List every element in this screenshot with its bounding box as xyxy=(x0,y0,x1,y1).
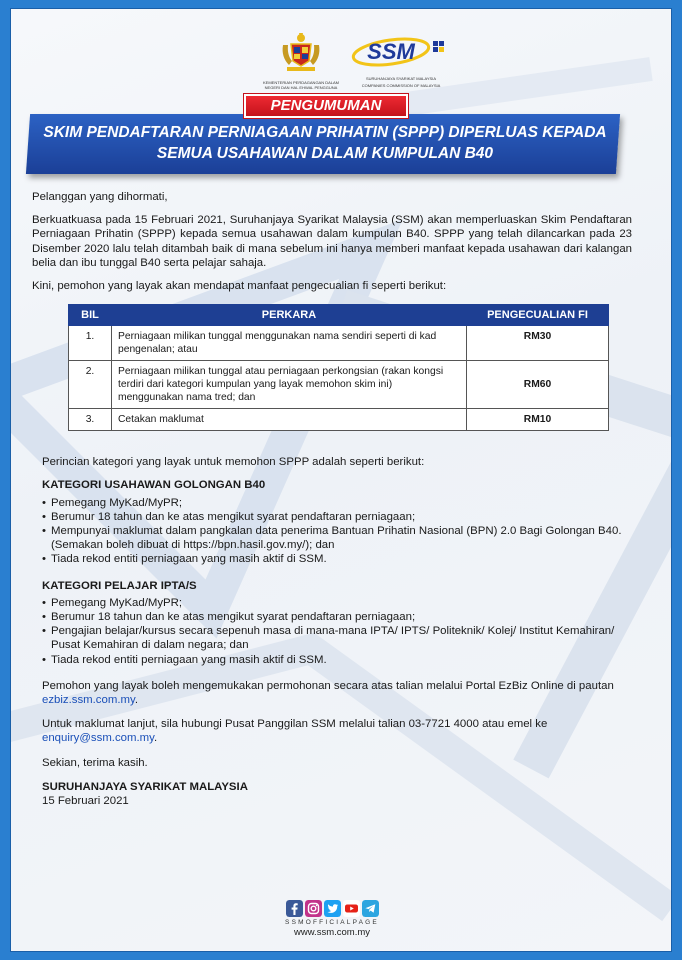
contact-end: . xyxy=(154,732,158,745)
header-bil: BIL xyxy=(69,305,112,326)
facebook-icon[interactable] xyxy=(286,900,303,917)
title-line-2: SEMUA USAHAWAN DALAM KUMPULAN B40 xyxy=(156,145,494,162)
cell-fi: RM60 xyxy=(467,361,609,409)
social-handle: SSMOFFICIALPAGE xyxy=(285,919,379,926)
signatory: SURUHANJAYA SYARIKAT MALAYSIA xyxy=(42,780,248,793)
cell-fi: RM30 xyxy=(467,326,609,361)
list-item: • Berumur 18 tahun dan ke atas mengikut syarat pendaftaran perniagaan; xyxy=(42,610,632,624)
cell-bil: 1. xyxy=(69,326,112,361)
coat-of-arms-icon xyxy=(279,31,323,73)
cell-bil: 3. xyxy=(69,409,112,431)
telegram-icon[interactable] xyxy=(362,900,379,917)
table-header-row xyxy=(69,305,609,326)
thanks: Sekian, terima kasih. xyxy=(42,756,148,769)
list-item: • Tiada rekod entiti perniagaan yang masih aktif di SSM. xyxy=(42,653,632,667)
list-item: • Mempunyai maklumat dalam pangkalan data penerima Bantuan Prihatin Nasional (BPN) 2.0 Bagi Golongan B40. (Semakan boleh dibuat di https://bpn.hasil.gov.my/); dan xyxy=(42,524,632,552)
cell-perkara: Perniagaan milikan tunggal menggunakan nama sendiri seperti di kad pengenalan; atau xyxy=(112,326,467,361)
twitter-icon[interactable] xyxy=(324,900,341,917)
ssm-logo xyxy=(351,35,451,88)
website-link[interactable]: www.ssm.com.my xyxy=(294,927,370,938)
ssm-name: SURUHANJAYA SYARIKAT MALAYSIA xyxy=(365,76,437,81)
categories-intro: Perincian kategori yang layak untuk memohon SPPP adalah seperti berikut: xyxy=(42,456,425,469)
ipta-criteria-list xyxy=(42,596,632,667)
social-footer xyxy=(282,900,382,938)
table-row xyxy=(69,409,609,431)
table-row xyxy=(69,361,609,409)
contact-paragraph xyxy=(42,717,632,745)
announcement-tag: PENGUMUMAN xyxy=(244,94,408,118)
ipta-heading: KATEGORI PELAJAR IPTA/S xyxy=(42,579,197,592)
page-title xyxy=(40,122,610,164)
fee-exemption-table xyxy=(68,304,609,431)
table-row xyxy=(69,326,609,361)
youtube-icon[interactable] xyxy=(343,900,360,917)
notice-body xyxy=(32,190,632,808)
b40-heading: KATEGORI USAHAWAN GOLONGAN B40 xyxy=(42,479,266,492)
cell-perkara: Perniagaan milikan tunggal atau perniagaan perkongsian (rakan kongsi terdiri dari kategori kumpulan yang layak memohon skim ini) menggunakan nama tred; dan xyxy=(112,361,467,409)
ssm-logo-mark xyxy=(351,35,451,69)
list-item: • Pemegang MyKad/MyPR; xyxy=(42,596,632,610)
cell-perkara: Cetakan maklumat xyxy=(112,409,467,431)
ezbiz-link[interactable]: ezbiz.ssm.com.my xyxy=(42,694,135,707)
ssm-mark-text: SSM xyxy=(367,39,415,64)
ministry-logo xyxy=(261,31,341,90)
enquiry-email-link[interactable]: enquiry@ssm.com.my xyxy=(42,732,154,745)
ssm-subname: COMPANIES COMMISSION OF MALAYSIA xyxy=(361,83,441,88)
list-item: • Berumur 18 tahun dan ke atas mengikut syarat pendaftaran perniagaan; xyxy=(42,510,632,524)
header-fi: PENGECUALIAN FI xyxy=(467,305,609,326)
b40-criteria-list xyxy=(42,496,632,567)
instagram-icon[interactable] xyxy=(305,900,322,917)
apply-text: Pemohon yang layak boleh mengemukakan permohonan secara atas talian melalui Portal EzBiz Online di pautan xyxy=(42,679,614,692)
notice-date: 15 Februari 2021 xyxy=(42,795,129,808)
list-item: • Pemegang MyKad/MyPR; xyxy=(42,496,632,510)
cell-bil: 2. xyxy=(69,361,112,409)
header-perkara: PERKARA xyxy=(112,305,467,326)
table-intro: Kini, pemohon yang layak akan mendapat manfaat pengecualian fi seperti berikut: xyxy=(32,280,447,293)
list-item: • Tiada rekod entiti perniagaan yang masih aktif di SSM. xyxy=(42,552,632,566)
social-icons xyxy=(282,900,382,917)
contact-text: Untuk maklumat lanjut, sila hubungi Pusat Panggilan SSM melalui talian 03-7721 4000 atau emel ke xyxy=(42,718,548,731)
intro-paragraph: Berkuatkuasa pada 15 Februari 2021, Suruhanjaya Syarikat Malaysia (SSM) akan memperluaskan Skim Pendaftaran Perniagaan Prihatin (SPPP) kepada semua usahawan dalam kumpulan B40. SPPP yang telah dilancarkan pada 23 Disember 2020 lalu telah ditambah baik di mana sebelum ini hanya memberi manfaat kepada usahawan dari kalangan belia dan ibu tunggal B40 serta pelajar sahaja. xyxy=(32,214,632,269)
title-line-1: SKIM PENDAFTARAN PERNIAGAAN PRIHATIN (SPPP) DIPERLUAS KEPADA xyxy=(43,124,607,141)
ministry-name: KEMENTERIAN PERDAGANGAN DALAM NEGERI DAN HAL EHWAL PENGGUNA xyxy=(262,80,339,90)
cell-fi: RM10 xyxy=(467,409,609,431)
greeting: Pelanggan yang dihormati, xyxy=(32,191,168,203)
apply-paragraph xyxy=(42,679,632,707)
list-item: • Pengajian belajar/kursus secara sepenuh masa di mana-mana IPTA/ IPTS/ Politeknik/ Kolej/ Institut Kemahiran/ Pusat Kemahiran di dalam negara; dan xyxy=(42,624,632,652)
apply-end: . xyxy=(134,694,138,707)
